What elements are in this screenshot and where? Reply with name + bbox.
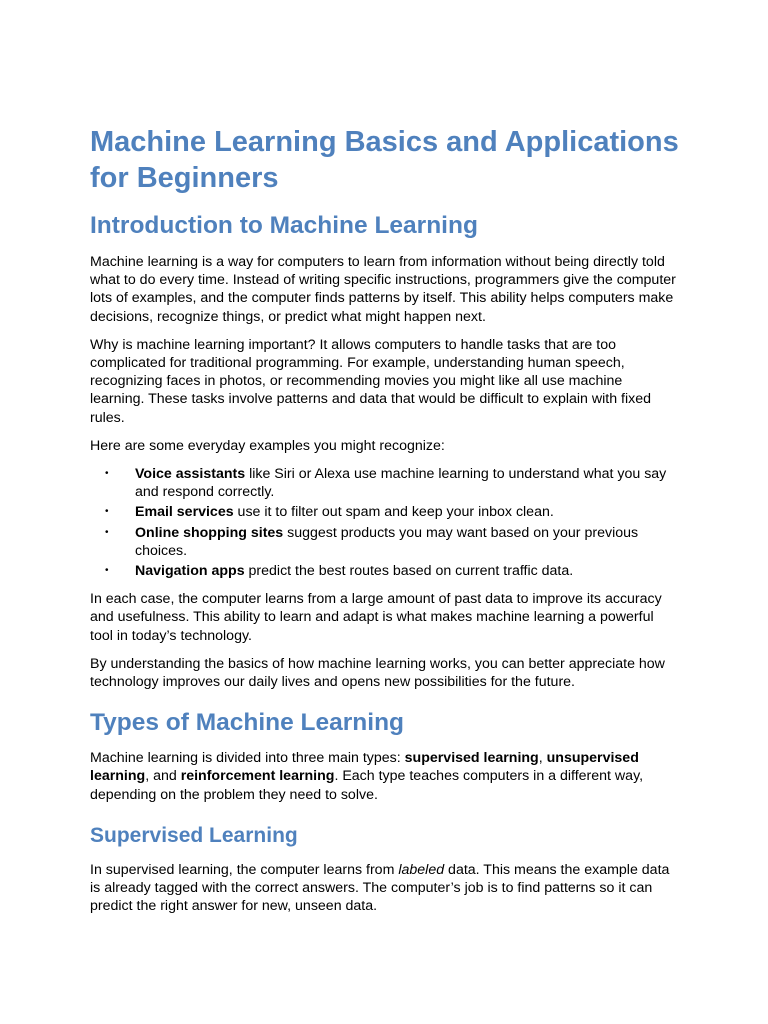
example-bold: Voice assistants — [135, 466, 246, 483]
text-run: . Each type teaches computers in a different way, depending on the problem they need to solve. — [90, 768, 644, 803]
term-reinforcement: reinforcement learning — [180, 768, 335, 785]
term-unsupervised: unsupervised learning — [90, 750, 639, 785]
document-page — [90, 124, 680, 915]
example-text: like Siri or Alexa use machine learning to understand what you say and respond correctly. — [135, 466, 667, 501]
bullet-icon: • — [105, 506, 109, 518]
bullet-icon: • — [105, 565, 109, 577]
list-item — [90, 465, 680, 501]
document-title: Machine Learning Basics and Applications for Beginners — [90, 126, 679, 194]
term-labeled: labeled — [398, 861, 445, 878]
text-run: In supervised learning, the computer learns from — [90, 861, 399, 878]
text-run: data. This means the example data is already tagged with the correct answers. The computer’s job is to find patterns so it can predict the right answer for new, unseen data. — [90, 861, 670, 915]
heading-supervised: Supervised Learning — [90, 823, 298, 847]
intro-paragraph-2: Why is machine learning important? It allows computers to handle tasks that are too complicated for traditional programming. For example, understanding human speech, recognizing faces in photos, or recommending movies you might like all use machine learning. These tasks involve patterns and data that would be difficult to explain with fixed rules. — [90, 336, 652, 426]
intro-paragraph-3: Here are some everyday examples you might recognize: — [90, 437, 445, 454]
example-text: use it to filter out spam and keep your inbox clean. — [233, 504, 554, 521]
intro-paragraph-1: Machine learning is a way for computers to learn from information without being directly told what to do every time. Instead of writing specific instructions, programmers give the computer lots of examples, and the computer finds patterns by itself. This ability helps computers make decisions, recognize things, or predict what might happen next. — [90, 254, 676, 325]
intro-paragraph-5: By understanding the basics of how machine learning works, you can better appreciate how technology improves our daily lives and opens new possibilities for the future. — [90, 655, 665, 691]
example-text: suggest products you may want based on your previous choices. — [135, 524, 639, 559]
examples-list — [90, 465, 680, 580]
example-text: predict the best routes based on current traffic data. — [244, 563, 574, 580]
text-run: Machine learning is divided into three main types: — [90, 750, 405, 767]
list-item — [90, 503, 680, 521]
bullet-icon: • — [105, 468, 109, 480]
heading-types: Types of Machine Learning — [90, 709, 405, 737]
heading-introduction: Introduction to Machine Learning — [90, 212, 478, 239]
types-paragraph-1 — [90, 749, 680, 804]
example-bold: Navigation apps — [135, 563, 245, 580]
bullet-icon: • — [105, 526, 109, 538]
term-supervised: supervised learning — [404, 750, 539, 767]
text-run: , and — [145, 768, 181, 785]
supervised-paragraph-1 — [90, 861, 680, 916]
intro-paragraph-4: In each case, the computer learns from a large amount of past data to improve its accuracy and usefulness. This ability to learn and adapt is what makes machine learning a powerful tool in today’s technology. — [90, 591, 662, 644]
list-item — [90, 524, 680, 560]
example-bold: Online shopping sites — [135, 524, 284, 541]
text-run: , — [538, 750, 547, 767]
list-item — [90, 562, 680, 580]
example-bold: Email services — [135, 504, 234, 521]
